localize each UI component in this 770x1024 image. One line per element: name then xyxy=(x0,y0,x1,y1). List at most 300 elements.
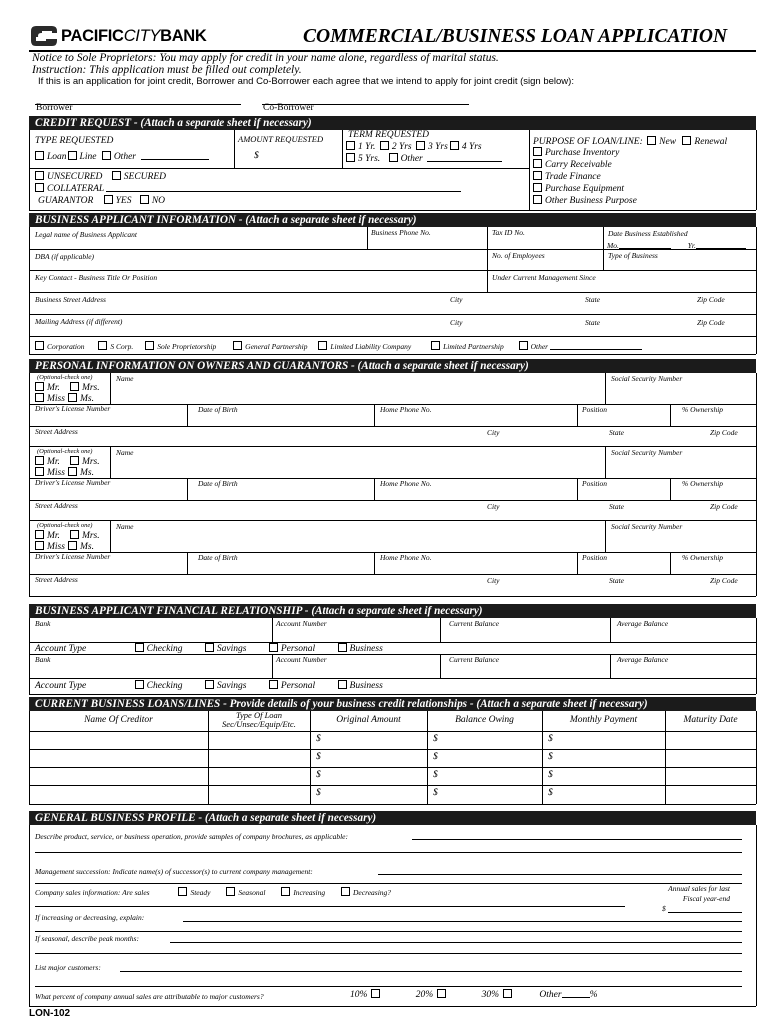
sole-prop-checkbox[interactable] xyxy=(145,341,154,350)
loan-row[interactable] xyxy=(30,786,755,802)
maturity-date-header: Maturity Date xyxy=(683,715,738,725)
owner-ownership-label: % Ownership xyxy=(682,479,724,488)
month-field[interactable] xyxy=(619,248,671,249)
acct2-personal-label: Personal xyxy=(280,681,316,691)
owner1-mrs-checkbox[interactable] xyxy=(70,382,79,391)
divider xyxy=(29,520,756,521)
divider xyxy=(610,654,611,678)
scorp-checkbox[interactable] xyxy=(98,341,107,350)
annual-sales-field[interactable] xyxy=(668,912,742,913)
borrower-label: Borrower xyxy=(36,103,73,113)
acct1-balance-label: Current Balance xyxy=(449,619,499,628)
owner-ssn-label: Social Security Number xyxy=(611,374,683,383)
divider xyxy=(272,618,273,642)
entity-other-field[interactable] xyxy=(550,349,642,350)
amount-requested-label: AMOUNT REQUESTED xyxy=(238,134,324,144)
owner-miss-label: Miss xyxy=(47,394,65,404)
owner-title-row2 xyxy=(35,393,94,404)
divider xyxy=(110,373,111,404)
annual-sales-line2: Fiscal year-end xyxy=(682,894,730,903)
owner3-mrs-checkbox[interactable] xyxy=(70,530,79,539)
acct1-savings-checkbox[interactable] xyxy=(205,643,214,652)
owner-phone-label: Home Phone No. xyxy=(380,405,432,414)
line-checkbox[interactable] xyxy=(68,151,77,160)
owner-mrs-label: Mrs. xyxy=(81,531,100,541)
owner-name-label: Name xyxy=(116,448,134,457)
divider xyxy=(29,314,756,315)
acct2-number-label: Account Number xyxy=(276,655,327,664)
owner-dob-label: Date of Birth xyxy=(198,479,238,488)
peak-label: If seasonal, describe peak months: xyxy=(35,934,139,943)
entity-other-checkbox[interactable] xyxy=(519,341,528,350)
purpose-item xyxy=(533,183,637,195)
owner-phone-label: Home Phone No. xyxy=(380,479,432,488)
owner-state-label: State xyxy=(609,502,624,511)
sales-seasonal-label: Seasonal xyxy=(238,888,266,897)
acct1-type-label: Account Type xyxy=(35,644,87,654)
divider xyxy=(440,618,441,642)
pct-10-checkbox[interactable] xyxy=(371,989,380,998)
owner-position-label: Position xyxy=(582,405,608,414)
corporation-checkbox[interactable] xyxy=(35,341,44,350)
purpose-inventory-label: Purchase Inventory xyxy=(545,148,620,158)
term-4yrs-label: 4 Yrs xyxy=(461,142,482,152)
divider xyxy=(29,354,756,355)
guarantor-label: GUARANTOR xyxy=(38,196,94,206)
term-requested-label: TERM REQUESTED xyxy=(348,130,430,140)
guarantor-yes-label: YES xyxy=(115,196,132,206)
bank-name-bank: BANK xyxy=(160,27,207,45)
owner2-miss-checkbox[interactable] xyxy=(35,467,44,476)
purpose-receivable-label: Carry Receivable xyxy=(545,160,612,170)
loan-type-header-2: Sec/Unsec/Equip/Etc. xyxy=(222,719,296,729)
term-1yr-label: 1 Yr. xyxy=(358,142,376,152)
mailing-address-label: Mailing Address (if different) xyxy=(35,317,123,326)
divider xyxy=(29,825,30,1006)
customers-line-2[interactable] xyxy=(35,986,742,987)
loan-dollar-sign: $ xyxy=(316,752,321,762)
pct-sign: % xyxy=(589,990,598,1000)
street-address-label: Business Street Address xyxy=(35,295,106,304)
divider xyxy=(603,227,604,270)
term-2yrs-label: 2 Yrs xyxy=(391,142,412,152)
acct1-business-label: Business xyxy=(349,644,383,654)
owner2-ms-checkbox[interactable] xyxy=(68,467,77,476)
guarantor-no-label: NO xyxy=(151,196,166,206)
loan-dollar-sign: $ xyxy=(316,788,321,798)
owner-mrs-label: Mrs. xyxy=(81,383,100,393)
acct1-checking-label: Checking xyxy=(146,644,183,654)
divider xyxy=(29,373,30,596)
purpose-renewal-checkbox[interactable] xyxy=(682,136,691,145)
divider xyxy=(756,825,757,1006)
divider xyxy=(29,168,529,169)
owner-title-row1 xyxy=(35,456,100,467)
sales-increasing-checkbox[interactable] xyxy=(281,887,290,896)
owner-dl-label: Driver's License Number xyxy=(35,552,111,561)
annual-sales-line1: Annual sales for last xyxy=(668,884,730,893)
sales-line[interactable] xyxy=(35,906,625,907)
sole-prop-label: Sole Proprietorship xyxy=(157,342,217,351)
acct1-checking-checkbox[interactable] xyxy=(135,643,144,652)
divider xyxy=(29,618,30,694)
purpose-equipment-label: Purchase Equipment xyxy=(545,184,625,194)
credit-request-header: CREDIT REQUEST - (Attach a separate sheet if necessary) xyxy=(29,116,756,130)
secured-checkbox[interactable] xyxy=(112,171,121,180)
purpose-item xyxy=(533,159,637,171)
loan-row[interactable] xyxy=(30,732,755,748)
owner3-mr-checkbox[interactable] xyxy=(35,530,44,539)
purpose-inventory-checkbox[interactable] xyxy=(533,147,542,156)
purpose-trade-label: Trade Finance xyxy=(545,172,601,182)
loan-dollar-sign: $ xyxy=(433,752,438,762)
purpose-item xyxy=(533,147,637,159)
entity-type-row xyxy=(35,341,642,351)
sales-info-row xyxy=(35,887,391,897)
acct2-savings-label: Savings xyxy=(216,681,247,691)
term-5yrs-checkbox[interactable] xyxy=(346,153,355,162)
loan-dollar-sign: $ xyxy=(433,734,438,744)
loan-dollar-sign: $ xyxy=(548,734,553,744)
loan-dollar-sign: $ xyxy=(316,734,321,744)
month-label: Mo. xyxy=(607,241,619,250)
succession-line-1[interactable] xyxy=(378,874,742,875)
state-label: State xyxy=(585,295,600,304)
divider xyxy=(29,130,30,210)
business-phone-label: Business Phone No. xyxy=(371,228,431,237)
owner-miss-label: Miss xyxy=(47,542,65,552)
divider xyxy=(367,227,368,249)
collateral-row xyxy=(35,183,461,194)
owner-zip-label: Zip Code xyxy=(710,428,738,437)
bank-name-pacific: PACIFIC xyxy=(61,27,124,45)
owner-title-row2 xyxy=(35,467,94,478)
peak-line-2[interactable] xyxy=(35,953,742,954)
type-requested-label: TYPE REQUESTED xyxy=(35,136,114,146)
divider xyxy=(187,404,188,426)
owner2-mrs-checkbox[interactable] xyxy=(70,456,79,465)
divider xyxy=(29,804,756,805)
type-business-label: Type of Business xyxy=(608,251,658,260)
line-label: Line xyxy=(79,152,97,162)
purpose-label: PURPOSE OF LOAN/LINE: xyxy=(533,137,643,147)
sales-seasonal-checkbox[interactable] xyxy=(226,887,235,896)
divider xyxy=(577,478,578,500)
acct1-savings-label: Savings xyxy=(216,644,247,654)
divider xyxy=(487,227,488,292)
sales-increasing-label: Increasing xyxy=(293,888,326,897)
owner-zip-label: Zip Code xyxy=(710,502,738,511)
describe-line-2[interactable] xyxy=(35,852,742,853)
explain-line-2[interactable] xyxy=(35,931,742,932)
divider xyxy=(605,447,606,478)
tax-id-label: Tax ID No. xyxy=(492,228,525,237)
instruction-text: Instruction: This application must be filled out completely. xyxy=(32,64,302,76)
term-options-row2 xyxy=(346,153,502,164)
acct2-business-label: Business xyxy=(349,681,383,691)
loan-type-header xyxy=(208,711,310,729)
general-partnership-checkbox[interactable] xyxy=(233,341,242,350)
acct2-balance-label: Current Balance xyxy=(449,655,499,664)
divider xyxy=(29,336,756,337)
divider xyxy=(577,552,578,574)
owner-ms-label: Ms. xyxy=(79,394,94,404)
acct2-personal-checkbox[interactable] xyxy=(269,680,278,689)
owner-state-label: State xyxy=(609,428,624,437)
term-1yr-checkbox[interactable] xyxy=(346,141,355,150)
owner-position-label: Position xyxy=(582,553,608,562)
acct1-average-label: Average Balance xyxy=(617,619,669,628)
bank-name-city: CITY xyxy=(123,27,161,45)
term-4yrs-checkbox[interactable] xyxy=(450,141,459,150)
year-field[interactable] xyxy=(696,248,746,249)
bank2-label: Bank xyxy=(35,655,51,664)
owner1-mr-checkbox[interactable] xyxy=(35,382,44,391)
original-amount-header: Original Amount xyxy=(336,715,401,725)
divider xyxy=(29,694,756,695)
owner-mr-label: Mr. xyxy=(47,383,60,393)
divider xyxy=(374,404,375,426)
legal-name-label: Legal name of Business Applicant xyxy=(35,230,137,239)
llc-checkbox[interactable] xyxy=(318,341,327,350)
divider xyxy=(756,130,757,210)
bank-logo-icon xyxy=(30,23,58,49)
owner-name-label: Name xyxy=(116,522,134,531)
type-other-label: Other xyxy=(113,152,136,162)
purpose-equipment-checkbox[interactable] xyxy=(533,183,542,192)
acct1-business-checkbox[interactable] xyxy=(338,643,347,652)
divider xyxy=(29,500,756,501)
guarantor-no-checkbox[interactable] xyxy=(140,195,149,204)
divider xyxy=(29,210,756,211)
lp-label: Limited Partnership xyxy=(443,342,504,351)
owner-ssn-label: Social Security Number xyxy=(611,448,683,457)
divider xyxy=(374,552,375,574)
pct-other-label: Other xyxy=(539,990,562,1000)
purpose-trade-checkbox[interactable] xyxy=(533,171,542,180)
loan-row[interactable] xyxy=(30,750,755,766)
purpose-receivable-checkbox[interactable] xyxy=(533,159,542,168)
loan-checkbox[interactable] xyxy=(35,151,44,160)
acct2-average-label: Average Balance xyxy=(617,655,669,664)
llc-label: Limited Liability Company xyxy=(330,342,412,351)
city-label: City xyxy=(450,295,463,304)
divider xyxy=(670,404,671,426)
explain-label: If increasing or decreasing, explain: xyxy=(35,913,145,922)
guarantor-yes-checkbox[interactable] xyxy=(104,195,113,204)
year-label: Yr. xyxy=(687,241,696,250)
loan-dollar-sign: $ xyxy=(548,788,553,798)
divider xyxy=(605,521,606,552)
owner-zip-label: Zip Code xyxy=(710,576,738,585)
owner-phone-label: Home Phone No. xyxy=(380,553,432,562)
acct1-number-label: Account Number xyxy=(276,619,327,628)
divider xyxy=(29,574,756,575)
owner-mrs-label: Mrs. xyxy=(81,457,100,467)
divider xyxy=(29,227,30,354)
owner-name-label: Name xyxy=(116,374,134,383)
owner-street-label: Street Address xyxy=(35,575,78,584)
divider xyxy=(610,618,611,642)
term-other-label: Other xyxy=(400,154,423,164)
owner-optional-label: (Optional-check one) xyxy=(37,448,93,455)
mailing-state-label: State xyxy=(585,318,600,327)
owner-ms-label: Ms. xyxy=(79,542,94,552)
divider xyxy=(756,618,757,694)
pct-30-label: 30% xyxy=(481,990,500,1000)
peak-line-1[interactable] xyxy=(170,942,742,943)
owner-city-label: City xyxy=(487,428,500,437)
key-contact-label: Key Contact - Business Title Or Position xyxy=(35,273,158,282)
customers-label: List major customers: xyxy=(35,963,101,972)
owner1-miss-checkbox[interactable] xyxy=(35,393,44,402)
percent-options xyxy=(350,989,597,1000)
owner-dob-label: Date of Birth xyxy=(198,405,238,414)
acct2-business-checkbox[interactable] xyxy=(338,680,347,689)
financial-header: BUSINESS APPLICANT FINANCIAL RELATIONSHIP - (Attach a separate sheet if necessary) xyxy=(29,604,756,618)
purpose-renewal-label: Renewal xyxy=(694,137,728,147)
divider xyxy=(756,227,757,354)
owner-optional-label: (Optional-check one) xyxy=(37,374,93,381)
owner-dl-label: Driver's License Number xyxy=(35,404,111,413)
notice-text: Notice to Sole Proprietors: You may apply for credit in your name alone, regardless of marital status. xyxy=(32,52,499,64)
purpose-item xyxy=(533,195,637,207)
purpose-item xyxy=(533,171,637,183)
bank1-label: Bank xyxy=(35,619,51,628)
loan-type-header-1: Type Of Loan xyxy=(235,710,283,720)
acct2-type-row xyxy=(35,680,383,691)
term-other-checkbox[interactable] xyxy=(389,153,398,162)
divider xyxy=(374,478,375,500)
percent-label: What percent of company annual sales are attributable to major customers? xyxy=(35,992,264,1001)
term-3yrs-checkbox[interactable] xyxy=(416,141,425,150)
owner2-mr-checkbox[interactable] xyxy=(35,456,44,465)
mailing-city-label: City xyxy=(450,318,463,327)
dba-label: DBA (if applicable) xyxy=(35,252,95,261)
collateral-label: COLLATERAL xyxy=(47,184,105,194)
lp-checkbox[interactable] xyxy=(431,341,440,350)
loan-dollar-sign: $ xyxy=(548,752,553,762)
divider xyxy=(29,1006,756,1007)
form-number: LON-102 xyxy=(29,1008,71,1019)
divider xyxy=(29,426,756,427)
term-2yrs-checkbox[interactable] xyxy=(380,141,389,150)
type-other-checkbox[interactable] xyxy=(102,151,111,160)
general-partnership-label: General Partnership xyxy=(245,342,308,351)
acct2-savings-checkbox[interactable] xyxy=(205,680,214,689)
type-other-field[interactable] xyxy=(141,159,209,160)
divider xyxy=(187,478,188,500)
divider xyxy=(670,552,671,574)
divider xyxy=(342,130,343,168)
bank-name xyxy=(61,26,207,46)
monthly-payment-header: Monthly Payment xyxy=(569,715,638,725)
owner-optional-label: (Optional-check one) xyxy=(37,522,93,529)
date-established-label: Date Business Established xyxy=(608,229,688,238)
business-info-header: BUSINESS APPLICANT INFORMATION - (Attach a separate sheet if necessary) xyxy=(29,213,756,227)
amount-dollar: $ xyxy=(254,151,259,161)
mailing-zip-label: Zip Code xyxy=(697,318,725,327)
explain-line-1[interactable] xyxy=(183,921,742,922)
pct-30-checkbox[interactable] xyxy=(503,989,512,998)
divider xyxy=(234,130,235,168)
acct1-type-row xyxy=(35,643,383,654)
owner-street-label: Street Address xyxy=(35,501,78,510)
type-options xyxy=(35,151,209,162)
owner-dl-label: Driver's License Number xyxy=(35,478,111,487)
divider xyxy=(605,373,606,404)
describe-line-1[interactable] xyxy=(412,839,742,840)
guarantor-row xyxy=(38,195,165,206)
co-borrower-label: Co-Borrower xyxy=(263,103,314,113)
pct-10-label: 10% xyxy=(350,990,368,1000)
corporation-label: Corporation xyxy=(47,342,85,351)
collateral-checkbox[interactable] xyxy=(35,183,44,192)
owner-title-row2 xyxy=(35,541,94,552)
owner-ssn-label: Social Security Number xyxy=(611,522,683,531)
sales-steady-label: Steady xyxy=(190,888,211,897)
owner3-miss-checkbox[interactable] xyxy=(35,541,44,550)
divider xyxy=(670,478,671,500)
divider xyxy=(29,446,756,447)
customers-line-1[interactable] xyxy=(120,971,742,972)
pct-20-checkbox[interactable] xyxy=(437,989,446,998)
acct1-personal-checkbox[interactable] xyxy=(269,643,278,652)
collateral-field[interactable] xyxy=(106,191,461,192)
divider xyxy=(529,130,530,210)
owner-miss-label: Miss xyxy=(47,468,65,478)
owner1-ms-checkbox[interactable] xyxy=(68,393,77,402)
term-options-row1 xyxy=(346,141,482,152)
owner-city-label: City xyxy=(487,502,500,511)
owner-ownership-label: % Ownership xyxy=(682,405,724,414)
term-other-field[interactable] xyxy=(427,161,502,162)
personal-info-header: PERSONAL INFORMATION ON OWNERS AND GUARANTORS - (Attach a separate sheet if necessary) xyxy=(29,359,756,373)
divider xyxy=(756,373,757,596)
sales-info-label: Company sales information: Are sales xyxy=(35,888,150,897)
purpose-new-checkbox[interactable] xyxy=(647,136,656,145)
pct-20-label: 20% xyxy=(415,990,434,1000)
sales-decreasing-checkbox[interactable] xyxy=(341,887,350,896)
divider xyxy=(440,654,441,678)
under-management-label: Under Current Management Since xyxy=(492,273,596,282)
purpose-new-label: New xyxy=(659,137,677,147)
sales-steady-checkbox[interactable] xyxy=(178,887,187,896)
term-5yrs-label: 5 Yrs. xyxy=(358,154,381,164)
divider xyxy=(29,596,756,597)
purpose-list xyxy=(533,147,637,207)
owner3-ms-checkbox[interactable] xyxy=(68,541,77,550)
term-3yrs-label: 3 Yrs xyxy=(428,142,448,152)
purpose-other-checkbox[interactable] xyxy=(533,195,542,204)
pct-other-field[interactable] xyxy=(562,997,590,998)
profile-header: GENERAL BUSINESS PROFILE - (Attach a separate sheet if necessary) xyxy=(29,811,756,825)
divider xyxy=(756,711,757,804)
unsecured-checkbox[interactable] xyxy=(35,171,44,180)
describe-label: Describe product, service, or business operation, provide samples of company brochures, as applicable: xyxy=(35,832,349,841)
purpose-other-label: Other Business Purpose xyxy=(545,196,637,206)
page-title: COMMERCIAL/BUSINESS LOAN APPLICATION xyxy=(303,26,728,47)
purpose-row xyxy=(533,136,727,147)
loan-dollar-sign: $ xyxy=(316,770,321,780)
annual-sales-dollar: $ xyxy=(662,904,666,913)
loan-row[interactable] xyxy=(30,768,755,784)
divider xyxy=(110,447,111,478)
zip-label: Zip Code xyxy=(697,295,725,304)
acct2-checking-checkbox[interactable] xyxy=(135,680,144,689)
loans-header: CURRENT BUSINESS LOANS/LINES - Provide details of your business credit relationships - (Attach a separate sheet if necessary) xyxy=(29,697,756,711)
creditor-header: Name Of Creditor xyxy=(84,715,153,725)
